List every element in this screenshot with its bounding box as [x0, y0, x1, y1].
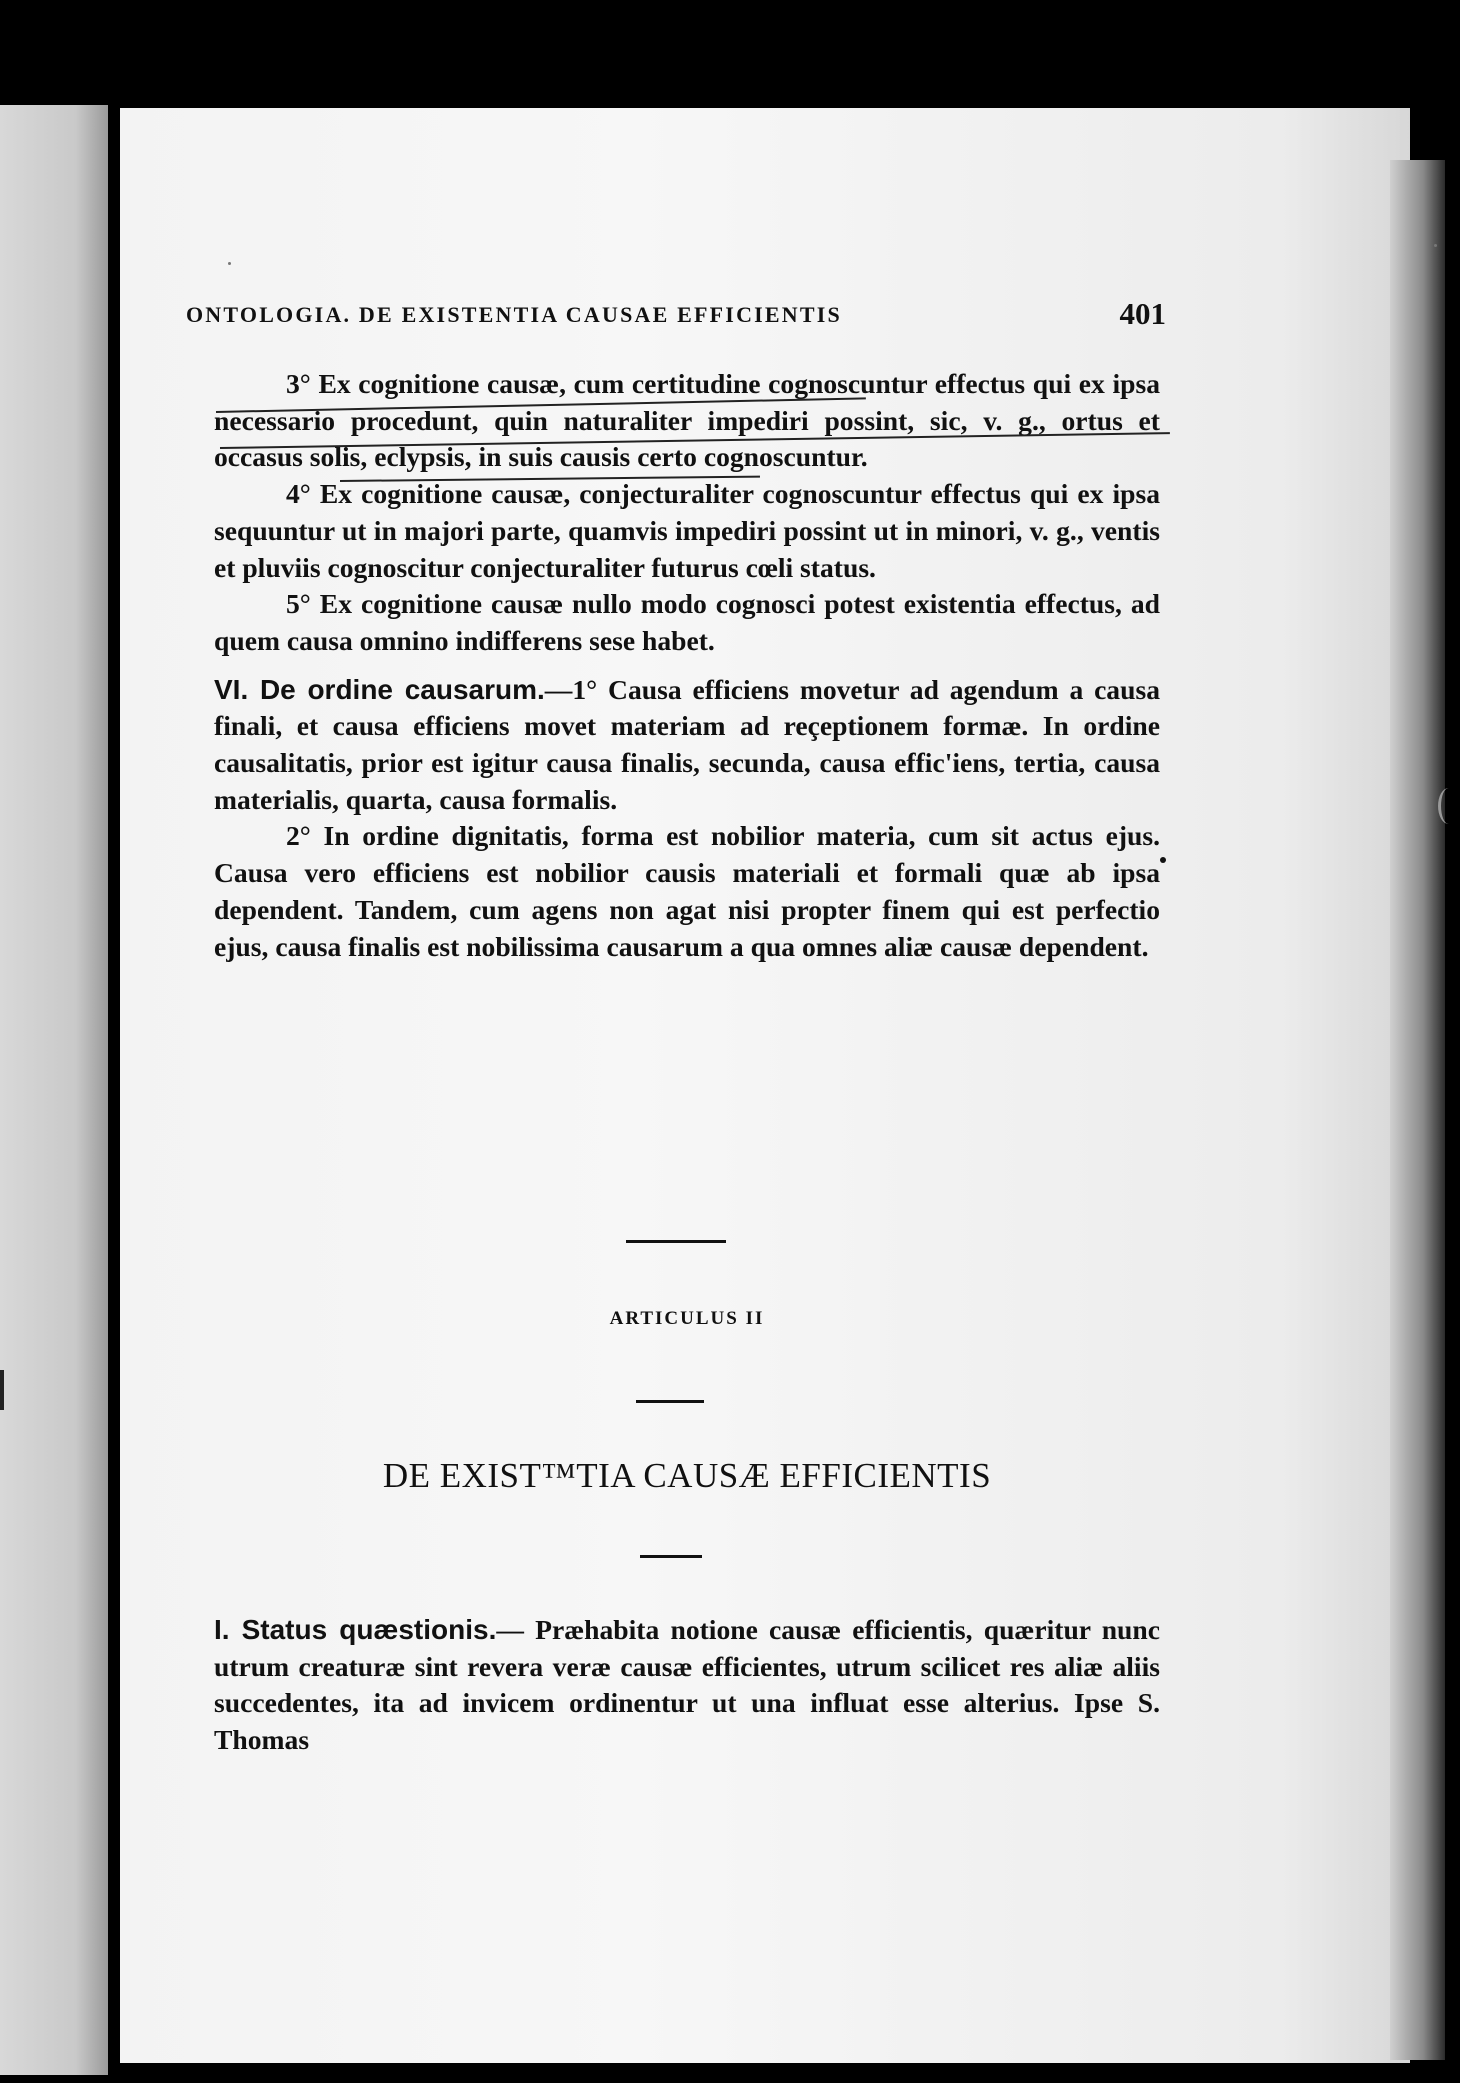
dust-speck: [228, 262, 231, 265]
article-title: DE EXIST™TIA CAUSÆ EFFICIENTIS: [382, 1456, 992, 1495]
paragraph-4: 4° Ex cognitione causæ, conjecturaliter cognoscuntur effectus qui ex ipsa sequuntur ut in majori parte, quamvis impediri possint ut in minori, v. g., ventis et pluviis cognoscitur conjecturaliter futurus cœli status.: [214, 478, 1160, 583]
facing-page-edge: [0, 105, 108, 2075]
section-vi-text-1: —1° Causa efficiens movetur ad agendum a causa finali, et causa efficiens movet materiam ad reçeptionem formæ. In ordine causalitatis, prior est igitur causa finalis, secunda, causa effic'iens, tertia, causa materialis, quarta, causa formalis.: [214, 673, 1160, 815]
running-head: [186, 296, 1166, 336]
section-i-heading: I. Status quæstionis.: [214, 1614, 497, 1645]
page-stack-edge: [1390, 160, 1445, 2060]
section-i-body: — Præhabita notione causæ efficientis, quæritur nunc utrum creaturæ sint revera veræ causæ efficientes, utrum scilicet res aliæ aliis succedentes, ita ad invicem ordinentur ut una influat esse alterius. Ipse S. Thomas: [214, 1614, 1160, 1756]
ornament-rule-middle: [636, 1400, 704, 1403]
dust-speck: [1434, 244, 1437, 247]
edge-mark-right: [1438, 788, 1459, 824]
section-vi-paragraph-1: [214, 672, 1160, 819]
paragraph-3: 3° Ex cognitione causæ, cum certitudine cognoscuntur effectus qui ex ipsa necessario procedunt, quin naturaliter impediri possint, sic, v. g., ortus et occasus solis, eclypsis, in suis causis certo cognoscuntur.: [214, 368, 1160, 473]
paragraph-5: 5° Ex cognitione causæ nullo modo cognosci potest existentia effectus, ad quem causa omnino indifferens sese habet.: [214, 588, 1160, 656]
page-number: 401: [1119, 296, 1166, 331]
edge-mark-left: [0, 1370, 14, 1410]
section-i-text: [214, 1612, 1160, 1759]
article-label: ARTICULUS II: [609, 1308, 765, 1329]
ornament-rule-top: [626, 1240, 726, 1243]
book-gutter: [108, 95, 120, 2083]
ornament-rule-bottom: [640, 1555, 702, 1558]
running-head-title: ONTOLOGIA. DE EXISTENTIA CAUSAE EFFICIENTIS: [186, 302, 842, 327]
section-vi-heading: VI. De ordine causarum.: [214, 673, 545, 705]
section-v-text: [214, 366, 1160, 965]
margin-dot: [1160, 857, 1166, 863]
section-vi-paragraph-2: 2° In ordine dignitatis, forma est nobilior materia, cum sit actus ejus. Causa vero efficiens est nobilior causis materiali et formali quæ ab ipsa dependent. Tandem, cum agens non agat nisi propter finem qui est perfectio ejus, causa finalis est nobilissima causarum a qua omnes aliæ causæ dependent.: [214, 820, 1160, 962]
section-i-paragraph: [214, 1612, 1160, 1759]
